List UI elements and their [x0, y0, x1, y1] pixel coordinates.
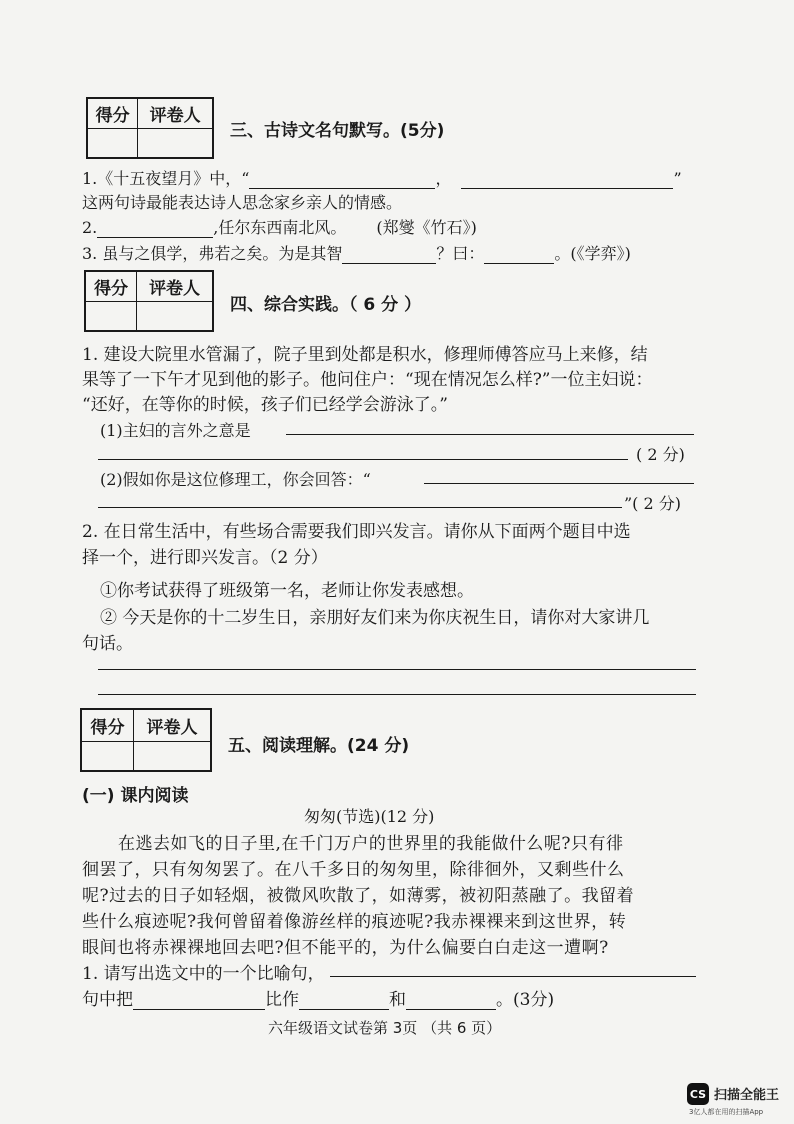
s5-passage-title: 匆匆(节选)(12 分): [304, 807, 435, 826]
watermark-tagline: 3亿人都在用的扫描App: [689, 1108, 764, 1116]
s5-q1-text-d: 。(3分): [496, 990, 555, 1010]
score-cell: [85, 301, 137, 331]
s4-sub2-answer-line-1[interactable]: [424, 483, 694, 484]
s5-q1-line1: 1. 请写出选文中的一个比喻句，: [82, 964, 325, 984]
s4-sub2-points: ”( 2 分): [624, 494, 682, 513]
section3-title: 三、古诗文名句默写。(5分): [230, 121, 445, 141]
s3-q2: [82, 215, 477, 238]
s4-q1-line3: “还好，在等你的时候，孩子们已经学会游泳了。”: [82, 395, 448, 415]
s5-q1-text-c: 和: [389, 990, 406, 1010]
s4-q2-answer-line-1[interactable]: [98, 669, 696, 670]
s3-q2-prefix: 2.: [82, 218, 98, 237]
section4-title: 四、综合实践。（ 6 分 ）: [230, 295, 422, 315]
page-footer: 六年级语文试卷第 3页 （共 6 页）: [268, 1019, 502, 1037]
s4-sub1-label: (1)主妇的言外之意是: [100, 421, 251, 440]
grader-cell: [138, 128, 213, 158]
score-cell: [81, 741, 133, 771]
s5-q1-answer-line[interactable]: [330, 976, 696, 977]
s5-subsection-title: (一) 课内阅读: [82, 786, 189, 806]
score-box-section4: [84, 270, 214, 332]
section5-title: 五、阅读理解。(24 分): [228, 736, 410, 756]
score-label: 得分: [85, 271, 137, 301]
s3-q3: [82, 241, 631, 264]
s5-passage-line: 在逃去如飞的日子里,在千门万户的世界里的我能做什么呢?只有徘: [118, 834, 624, 854]
s5-passage-line: 呢?过去的日子如轻烟，被微风吹散了，如薄雾，被初阳蒸融了。我留着: [82, 886, 635, 906]
s4-q1-line1: 1. 建设大院里水管漏了，院子里到处都是积水，修理师傅答应马上来修，结: [82, 345, 648, 365]
s3-q3-blank-2[interactable]: [484, 246, 554, 264]
score-box-section5: [80, 708, 212, 772]
s3-q3-end: 。(《学弈》): [554, 244, 631, 263]
score-label: 得分: [81, 709, 133, 741]
s3-q1-prefix: 1.《十五夜望月》中，“: [82, 169, 250, 188]
s3-q1-comma: ，: [435, 169, 452, 188]
score-label: 得分: [87, 98, 138, 128]
s3-q1-line2: 这两句诗最能表达诗人思念家乡亲人的情感。: [82, 193, 403, 212]
s4-sub2-answer-line-2[interactable]: [98, 507, 622, 508]
grader-label: 评卷人: [137, 271, 213, 301]
s3-q2-blank[interactable]: [97, 220, 213, 238]
s3-q3-prefix: 3. 虽与之俱学，弗若之矣。为是其智: [82, 244, 343, 263]
s3-q2-text: ,任尔东西南北风。: [213, 218, 347, 237]
s4-sub2-label: (2)假如你是这位修理工，你会回答：“: [100, 470, 371, 489]
s4-sub1-points: ( 2 分): [636, 445, 685, 464]
s5-q1-text-a: 句中把: [82, 990, 133, 1010]
s4-q2-answer-line-2[interactable]: [98, 694, 696, 695]
grader-cell: [137, 301, 213, 331]
s3-q2-source: (郑燮《竹石》): [376, 218, 477, 237]
s5-q1-text-b: 比作: [265, 990, 299, 1010]
s3-q3-blank-1[interactable]: [342, 246, 436, 264]
s3-q1-line1: [82, 166, 682, 189]
s3-q1-close: ”: [673, 169, 682, 188]
s5-q1-blank-1[interactable]: [133, 992, 265, 1010]
score-box-section3: [86, 97, 214, 159]
s3-q1-blank-1[interactable]: [249, 171, 435, 189]
s4-q1-line2: 果等了一下午才见到他的影子。他问住户：“现在情况怎么样?”一位主妇说：: [82, 370, 653, 390]
s4-q2-option2-line2: 句话。: [82, 634, 133, 654]
camscanner-logo-icon: CS: [687, 1083, 709, 1105]
s5-q1-line2: [82, 985, 554, 1010]
s4-q2-line2: 择一个，进行即兴发言。（2 分）: [82, 548, 328, 568]
s5-passage-line: 眼间也将赤裸裸地回去吧?但不能平的，为什么偏要白白走这一遭啊?: [82, 938, 609, 958]
s4-q2-line1: 2. 在日常生活中，有些场合需要我们即兴发言。请你从下面两个题目中选: [82, 522, 631, 542]
s5-q1-blank-2[interactable]: [299, 992, 389, 1010]
s4-sub1-answer-line-2[interactable]: [98, 459, 628, 460]
grader-cell: [133, 741, 211, 771]
grader-label: 评卷人: [138, 98, 213, 128]
s3-q3-mid: ？曰：: [436, 244, 485, 263]
s5-passage-line: 徊罢了，只有匆匆罢了。在八千多日的匆匆里，除徘徊外，又剩些什么: [82, 860, 625, 880]
s5-q1-blank-3[interactable]: [406, 992, 496, 1010]
score-cell: [87, 128, 138, 158]
grader-label: 评卷人: [133, 709, 211, 741]
s4-sub1-answer-line-1[interactable]: [286, 434, 694, 435]
s5-passage-line: 些什么痕迹呢?我何曾留着像游丝样的痕迹呢?我赤裸裸来到这世界，转: [82, 912, 627, 932]
s3-q1-blank-2[interactable]: [461, 171, 673, 189]
s4-q2-option1: ①你考试获得了班级第一名，老师让你发表感想。: [100, 581, 474, 601]
s4-q2-option2-line1: ② 今天是你的十二岁生日，亲朋好友们来为你庆祝生日，请你对大家讲几: [100, 608, 650, 628]
watermark-app-name: 扫描全能王: [714, 1088, 780, 1103]
